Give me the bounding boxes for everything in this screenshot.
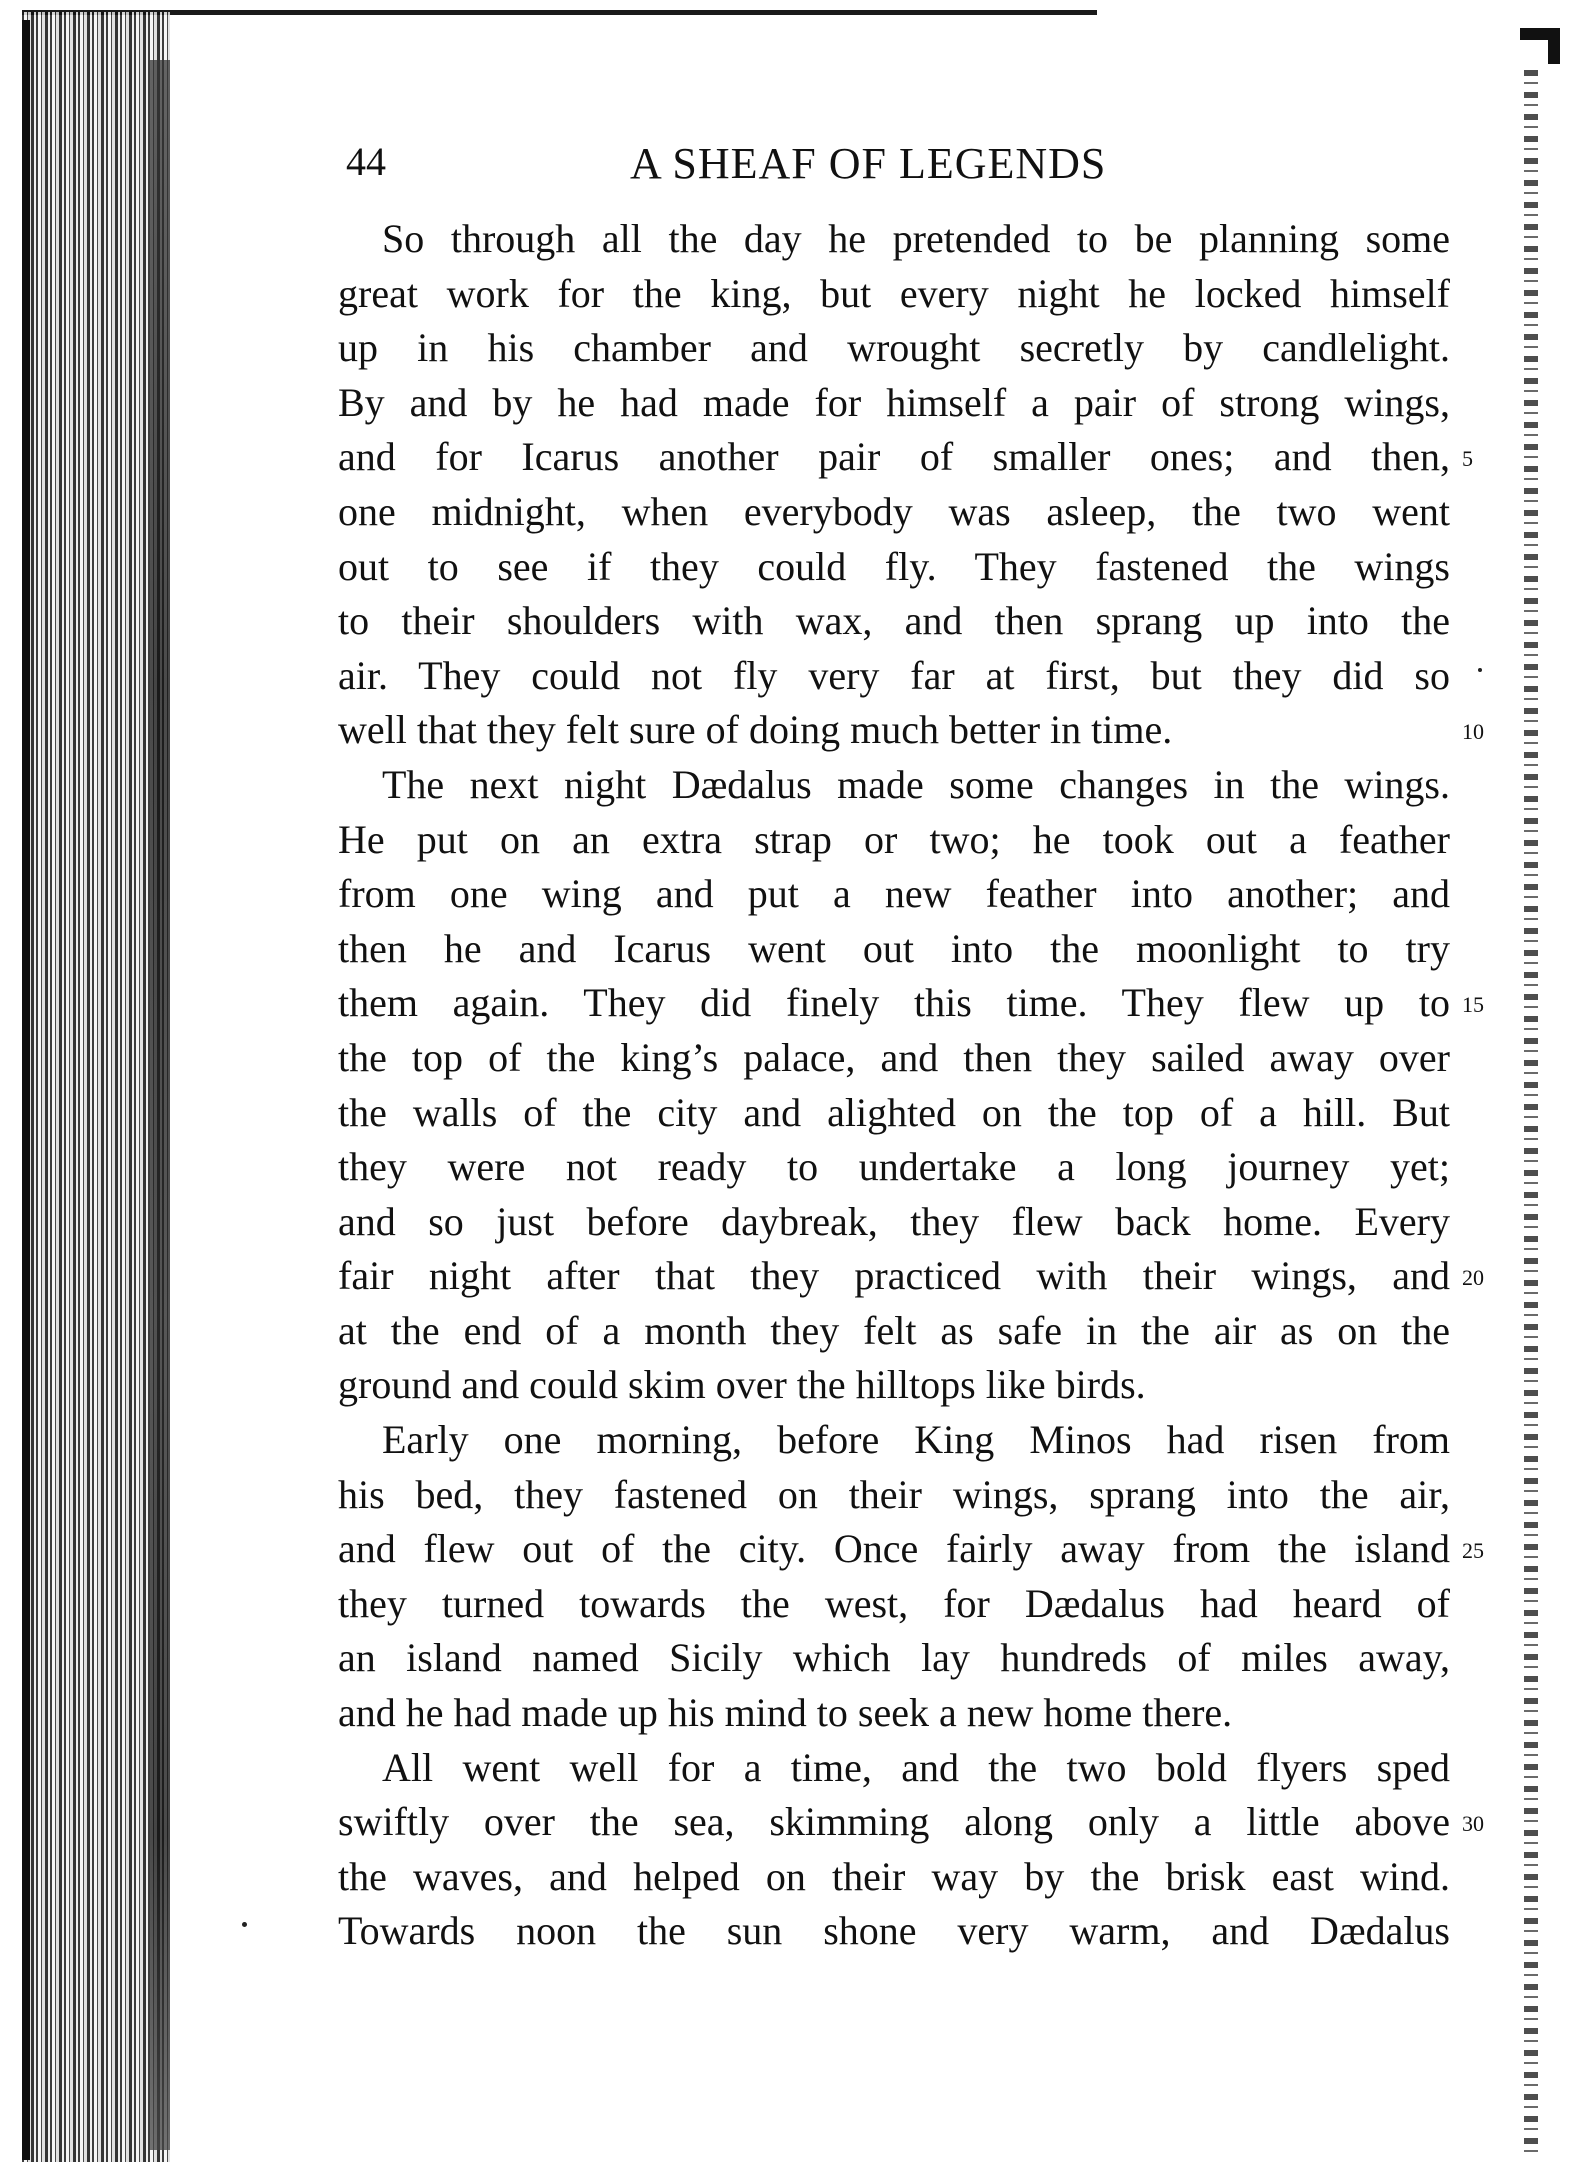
page-number: 44 — [346, 139, 386, 184]
scan-speck — [242, 1922, 247, 1927]
text-line-content: So through all the day he pretended to be planning some — [382, 216, 1450, 261]
text-line-content: the top of the king’s palace, and then they sailed away over — [338, 1034, 1450, 1080]
text-line — [338, 540, 1450, 595]
text-line-content: fair night after that they practiced with their wings, and — [338, 1253, 1450, 1299]
text-line — [338, 267, 1450, 322]
text-line — [338, 1195, 1450, 1250]
text-line — [338, 1413, 1450, 1468]
body-text — [338, 212, 1484, 1959]
text-line-content: at the end of a month they felt as safe in the air as on the — [338, 1307, 1450, 1353]
text-line-content: and flew out of the city. Once fairly away from the island — [338, 1526, 1450, 1572]
text-line-content: ground and could skim over the hilltops like birds. — [338, 1362, 1146, 1408]
text-line — [338, 649, 1450, 704]
text-line — [338, 703, 1484, 758]
text-line-content: one midnight, when everybody was asleep, the two went — [338, 488, 1450, 534]
text-line — [338, 1795, 1484, 1850]
text-line — [338, 430, 1473, 485]
scan-right-edge — [1524, 70, 1538, 2160]
scan-binding-edge — [22, 12, 170, 2162]
line-number: 10 — [1462, 719, 1484, 745]
text-line-content: they turned towards the west, for Dædalus had heard of — [338, 1580, 1450, 1626]
text-line — [338, 212, 1450, 267]
text-line — [338, 1850, 1450, 1905]
scan-left-edge — [22, 20, 30, 2160]
text-line — [338, 922, 1450, 977]
text-line-content: air. They could not fly very far at first, but they did so — [338, 652, 1450, 698]
text-line-content: his bed, they fastened on their wings, sprang into the air, — [338, 1471, 1450, 1517]
text-line — [338, 758, 1450, 813]
running-title: A SHEAF OF LEGENDS — [630, 139, 1107, 188]
text-line — [338, 813, 1450, 868]
scan-corner-mark — [1520, 28, 1560, 64]
text-line-content: they were not ready to undertake a long journey yet; — [338, 1144, 1450, 1190]
text-line-content: and so just before daybreak, they flew back home. Every — [338, 1198, 1450, 1244]
text-line-content: to their shoulders with wax, and then sprang up into the — [338, 598, 1450, 644]
text-line — [338, 1468, 1450, 1523]
text-line — [338, 376, 1450, 431]
text-line — [338, 1140, 1450, 1195]
text-line — [338, 594, 1450, 649]
text-line-content: By and by he had made for himself a pair of strong wings, — [338, 379, 1450, 425]
text-line — [338, 1741, 1450, 1796]
line-number: 30 — [1462, 1811, 1484, 1837]
text-line-content: an island named Sicily which lay hundreds of miles away, — [338, 1635, 1450, 1681]
text-line-content: them again. They did finely this time. They flew up to — [338, 980, 1450, 1026]
text-line — [338, 1631, 1450, 1686]
line-number: 20 — [1462, 1265, 1484, 1291]
text-line-content: the waves, and helped on their way by the brisk east wind. — [338, 1853, 1450, 1899]
text-line-content: the walls of the city and alighted on the top of a hill. But — [338, 1089, 1450, 1135]
text-line-content: up in his chamber and wrought secretly by candlelight. — [338, 325, 1450, 371]
text-line-content: Towards noon the sun shone very warm, and Dædalus — [338, 1908, 1450, 1954]
text-line — [338, 1522, 1484, 1577]
text-line-content: All went well for a time, and the two bold flyers sped — [382, 1744, 1450, 1790]
text-line — [338, 1577, 1450, 1632]
scan-binding-shadow — [150, 60, 170, 2150]
text-line-content: well that they felt sure of doing much better in time. — [338, 707, 1173, 753]
text-line — [338, 485, 1450, 540]
text-line-content: The next night Dædalus made some changes in the wings. — [382, 761, 1450, 807]
text-line-content: great work for the king, but every night he locked himself — [338, 270, 1450, 316]
text-line — [338, 321, 1450, 376]
text-line-content: then he and Icarus went out into the moonlight to try — [338, 925, 1450, 971]
text-line — [338, 1358, 1450, 1413]
scan-speck — [1478, 668, 1482, 672]
text-line-content: out to see if they could fly. They fastened the wings — [338, 543, 1450, 589]
text-line-content: and he had made up his mind to seek a new home there. — [338, 1690, 1233, 1736]
text-line — [338, 1686, 1450, 1741]
text-line — [338, 867, 1450, 922]
text-line — [338, 1304, 1450, 1359]
text-line — [338, 1031, 1450, 1086]
text-line — [338, 1249, 1484, 1304]
text-line-content: from one wing and put a new feather into another; and — [338, 871, 1450, 917]
text-line-content: Early one morning, before King Minos had risen from — [382, 1417, 1450, 1463]
line-number: 15 — [1462, 992, 1484, 1018]
text-line — [338, 1904, 1450, 1959]
text-line-content: swiftly over the sea, skimming along only a little above — [338, 1799, 1450, 1845]
scan-top-rule — [22, 10, 1097, 15]
text-line-content: and for Icarus another pair of smaller ones; and then, — [338, 434, 1450, 480]
text-line-content: He put on an extra strap or two; he took out a feather — [338, 816, 1450, 862]
text-line — [338, 1086, 1450, 1141]
text-line — [338, 976, 1484, 1031]
line-number: 25 — [1462, 1538, 1484, 1564]
page-header — [346, 138, 1446, 198]
line-number: 5 — [1462, 446, 1473, 472]
